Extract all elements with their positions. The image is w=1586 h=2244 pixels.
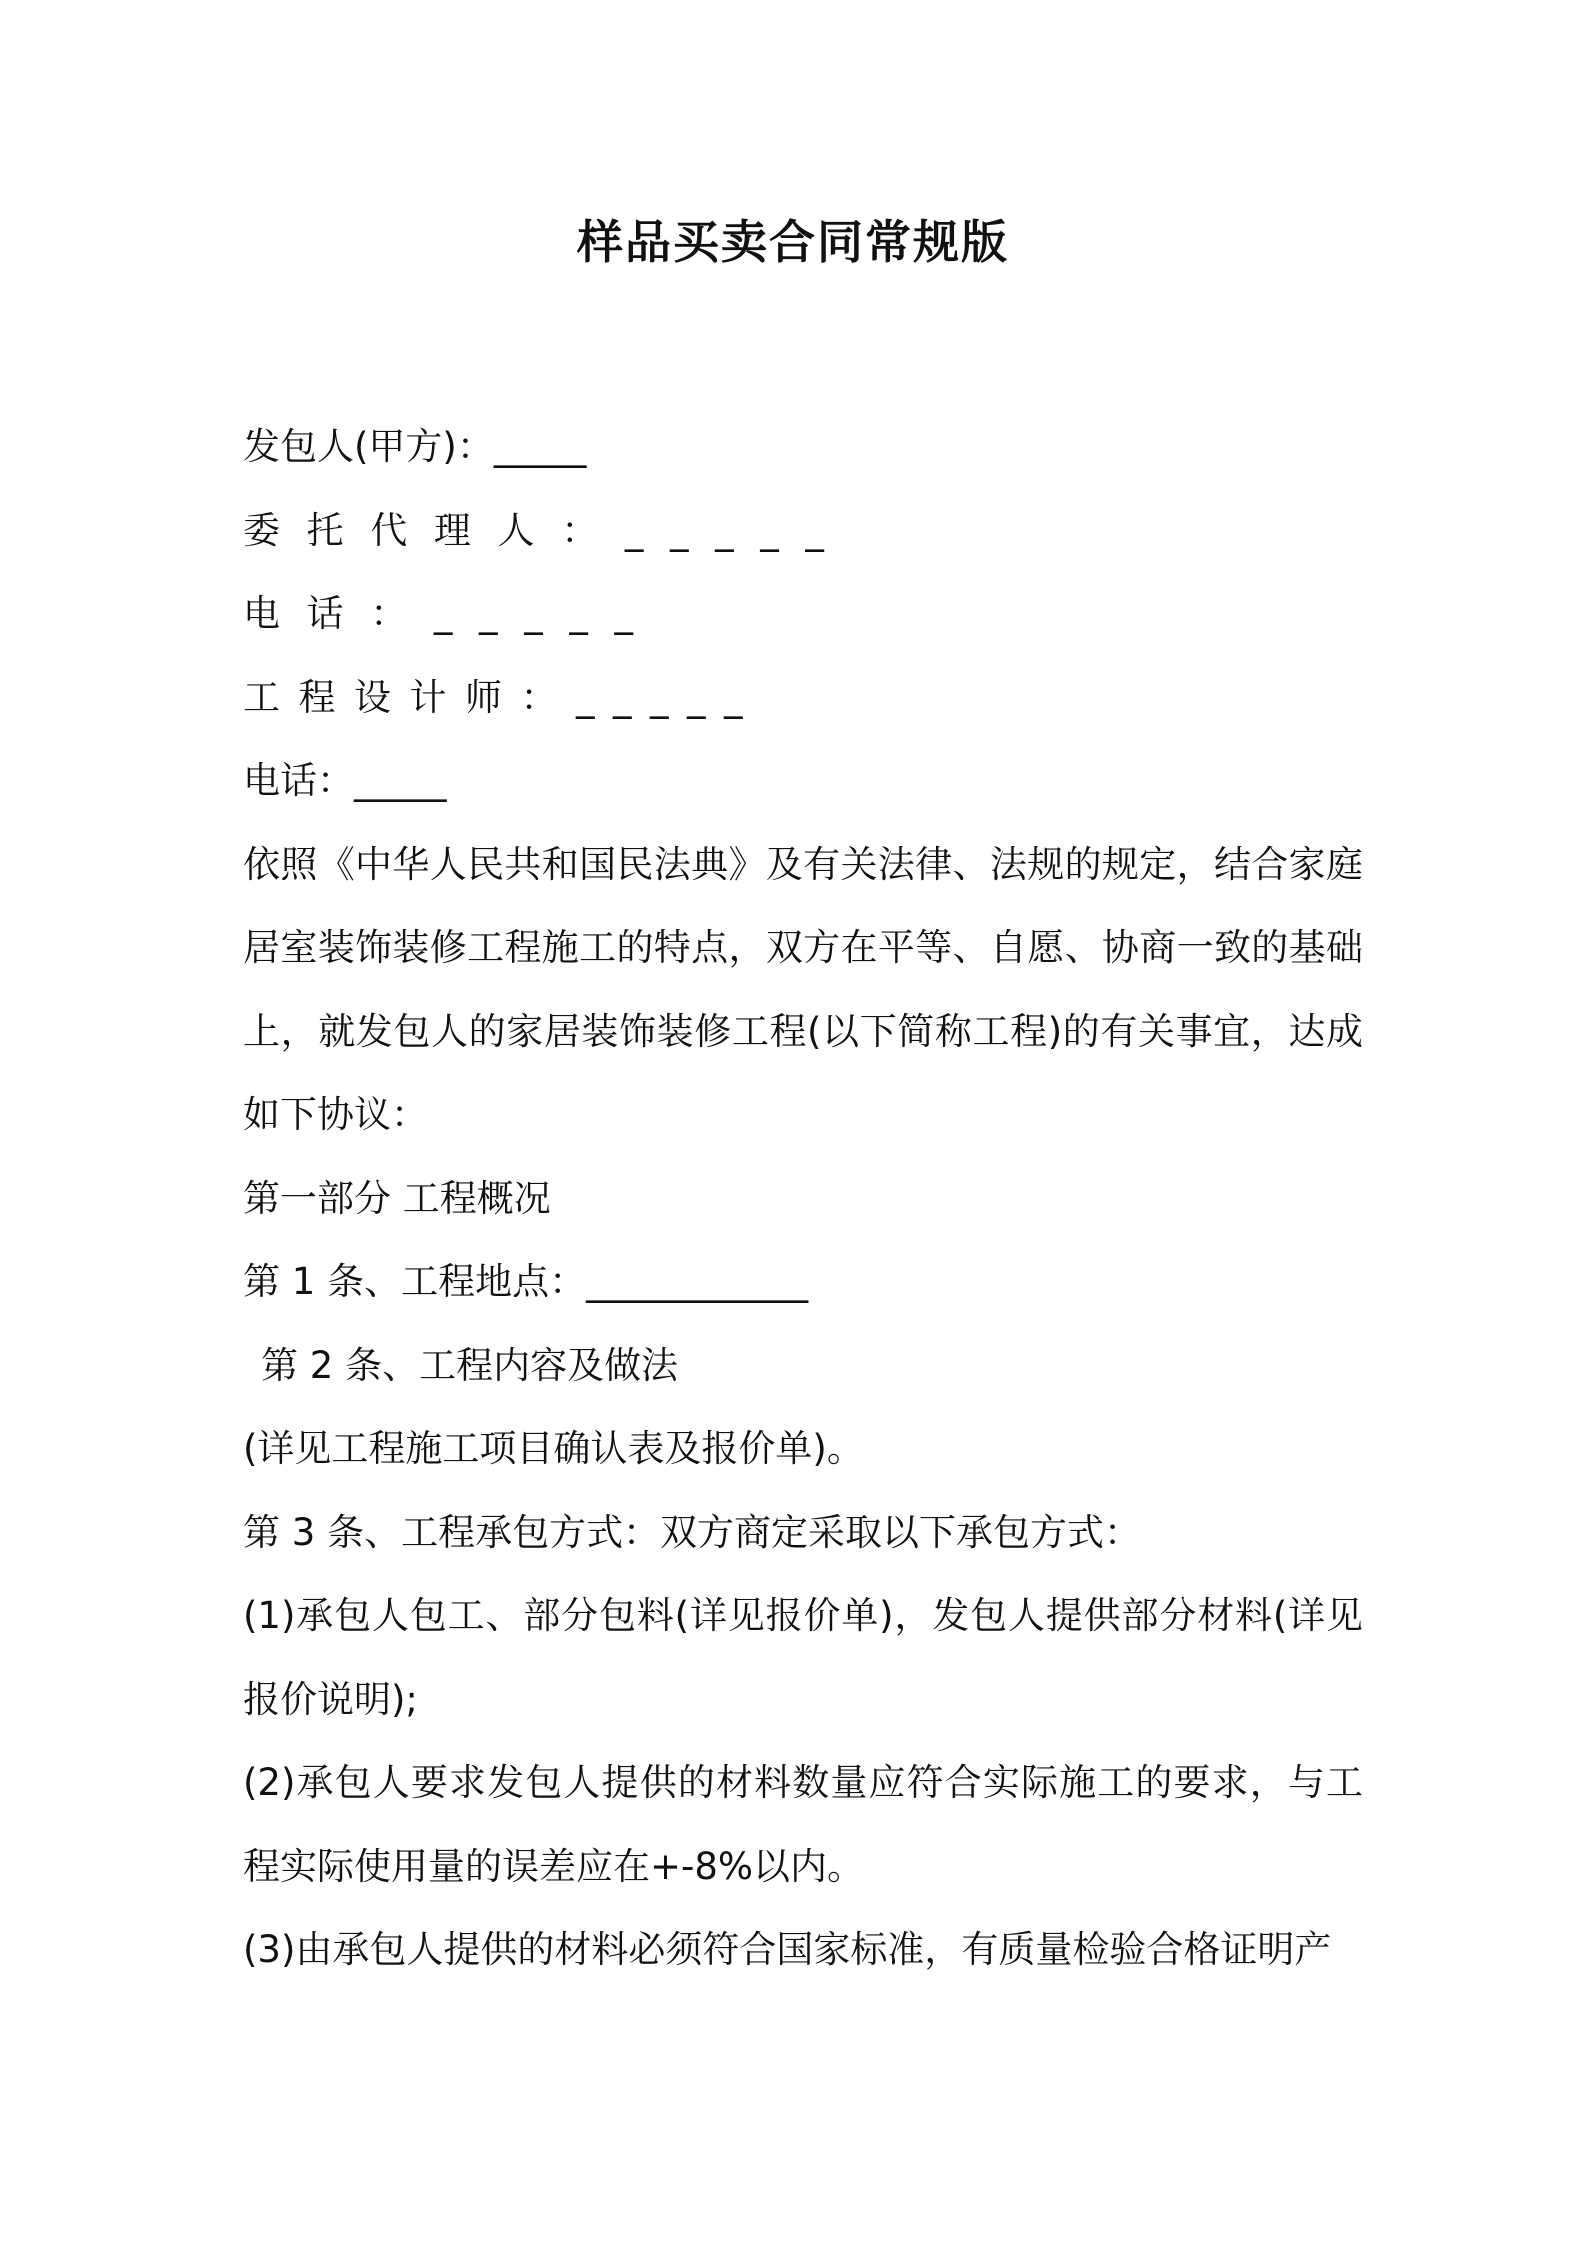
part-one-heading: 第一部分 工程概况 (243, 1176, 551, 1220)
article-3-item-1: (1)承包人包工、部分包料(详见报价单)，发包人提供部分材料(详见报价说明); (243, 1594, 1363, 1721)
article-3: 第 3 条、工程承包方式：双方商定采取以下承包方式： (243, 1510, 1142, 1554)
document-title: 样品买卖合同常规版 (577, 215, 1009, 269)
phone-field-1: 电话：_____ (243, 592, 660, 635)
employer-field: 发包人(甲方)：_____ (243, 425, 587, 468)
article-1: 第 1 条、工程地点：____________ (243, 1260, 809, 1303)
article-2: 第 2 条、工程内容及做法 (261, 1343, 679, 1387)
article-3-item-3: (3)由承包人提供的材料必须符合国家标准，有质量检验合格证明产 (243, 1928, 1332, 1971)
designer-field: 工程设计师：_____ (243, 675, 761, 719)
preamble-paragraph: 依照《中华人民共和国民法典》及有关法律、法规的规定，结合家庭居室装饰装修工程施工的特点，双方在平等、自愿、协商一致的基础上，就发包人的家居装饰装修工程(以下简称工程)的有关事宜，达成如下协议： (243, 842, 1363, 1136)
phone-field-2: 电话：_____ (243, 759, 447, 802)
agent-field: 委托代理人：_____ (243, 508, 851, 552)
article-3-item-2: (2)承包人要求发包人提供的材料数量应符合实际施工的要求，与工程实际使用量的误差应在+-8%以内。 (243, 1761, 1363, 1888)
document-body (243, 405, 1363, 1992)
article-2-detail: (详见工程施工项目确认表及报价单)。 (243, 1427, 864, 1470)
